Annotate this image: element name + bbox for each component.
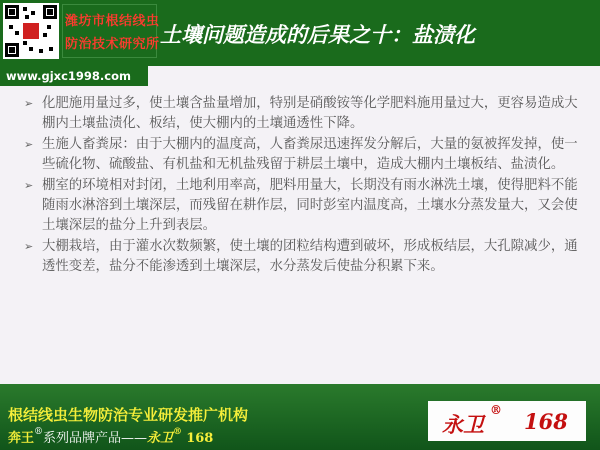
- bullet-text: 化肥施用量过多，使土壤含盐量增加，特别是硝酸铵等化学肥料施用量过大，更容易造成大棚内土壤盐渍化、板结，使大棚内的土壤通透性下降。: [42, 96, 578, 132]
- org-name-line2: 防治技术研究所: [65, 37, 160, 52]
- series-text: 系列品牌产品——: [43, 431, 148, 446]
- bullet-text: 棚室的环境相对封闭，土地利用率高，肥料用量大，长期没有雨水淋洗土壤，使得肥料不能随雨水淋溶到土壤深层，而残留在耕作层，同时彭室内温度高，土壤水分蒸发量大，又会使土壤深层的盐分上升到表层。: [42, 177, 578, 234]
- bullet-item: [24, 94, 589, 135]
- brand-b-number: 168: [186, 431, 214, 446]
- url-bar: [0, 66, 148, 86]
- brand-a-reg: ®: [34, 427, 44, 437]
- header-bar: [0, 0, 600, 66]
- brand-logo-box: [428, 401, 586, 441]
- org-name-line1: 潍坊市根结线虫: [65, 14, 160, 29]
- brand-b-reg: ®: [173, 427, 183, 437]
- org-name-box: [62, 4, 160, 58]
- arrow-bullet-icon: ➢: [24, 178, 34, 192]
- slide-title: 土壤问题造成的后果之十：盐渍化: [160, 22, 475, 47]
- bullet-text: 大棚栽培，由于灌水次数频繁，使土壤的团粒结构遭到破坏，形成板结层，大孔隙减少，通透性变差，盐分不能渗透到土壤深层，水分蒸发后使盐分积累下来。: [42, 238, 578, 275]
- bullet-item: [24, 237, 589, 278]
- qr-code-icon: [3, 3, 59, 59]
- bullet-list: [24, 94, 589, 278]
- brand-a-name: 奔王: [8, 431, 35, 446]
- bullet-text: 生施人畜粪尿：由于大棚内的温度高，人畜粪尿迅速挥发分解后，大量的氨被挥发掉，使一些硫化物、硫酸盐、有机盐和无机盐残留于耕层土壤中，造成大棚内土壤板结、盐渍化。: [42, 136, 578, 173]
- arrow-bullet-icon: ➢: [24, 137, 34, 151]
- bullet-item: [24, 176, 589, 237]
- brand-b-name: 永卫: [147, 431, 174, 446]
- brand-logo-number: 168: [524, 409, 568, 434]
- footer-tagline: 根结线虫生物防治专业研发推广机构: [8, 406, 249, 424]
- arrow-bullet-icon: ➢: [24, 97, 34, 110]
- arrow-bullet-icon: ➢: [24, 239, 34, 253]
- brand-logo-reg: ®: [490, 403, 502, 417]
- website-url: www.gjxc1998.com: [6, 69, 131, 83]
- bullet-item: [24, 135, 589, 176]
- footer-series-line: [8, 427, 213, 446]
- brand-logo-name: 永卫: [442, 412, 484, 437]
